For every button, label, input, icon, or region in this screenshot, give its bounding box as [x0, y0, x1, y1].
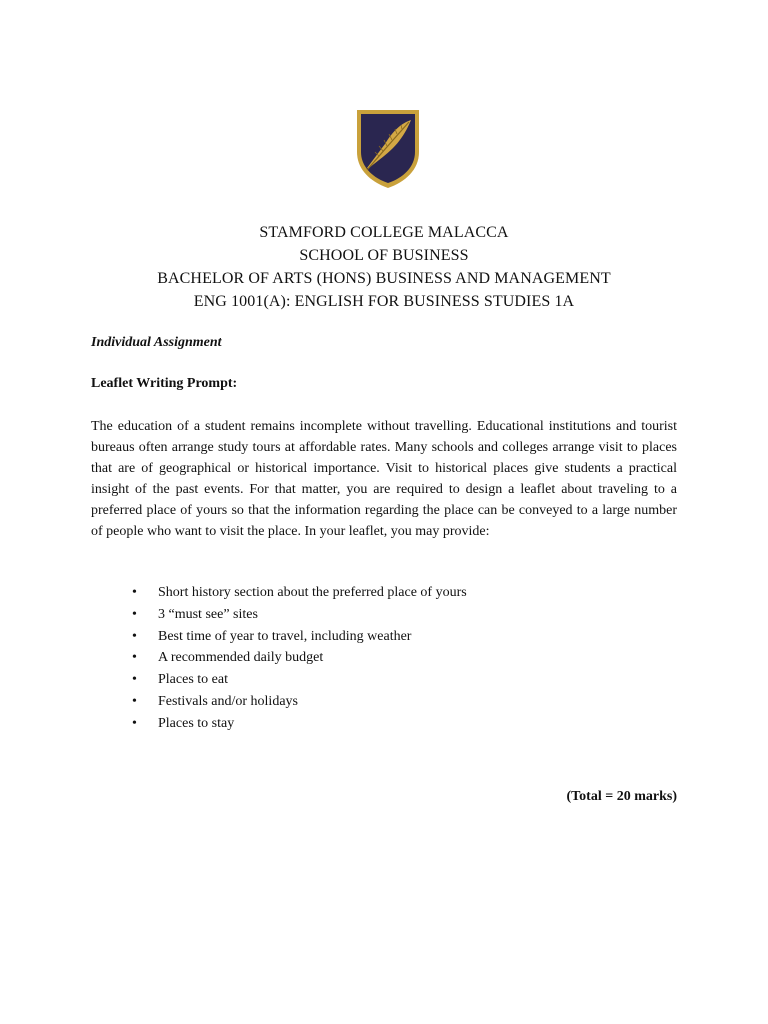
document-heading [0, 221, 768, 313]
list-item: • Places to stay [91, 713, 467, 735]
bullet-icon: • [132, 606, 137, 622]
assignment-type: Individual Assignment [91, 335, 222, 350]
list-item: • Places to eat [91, 669, 467, 691]
bullet-icon: • [132, 672, 137, 688]
list-item: • A recommended daily budget [91, 647, 467, 669]
school-name: SCHOOL OF BUSINESS [299, 247, 469, 264]
list-item: • Best time of year to travel, including weather [91, 626, 467, 648]
list-item: • Short history section about the preferred place of yours [91, 582, 467, 604]
prompt-paragraph: The education of a student remains incomplete without travelling. Educational institutions and tourist bureaus often arrange study tours at affordable rates. Many schools and colleges arrange visit to places that are of geographical or historical importance. Visit to historical places give students a practical insight of the past events. For that matter, you are required to design a leaflet about traveling to a preferred place of yours so that the information regarding the place can be conveyed to a large number of people who want to visit the place. In your leaflet, you may provide: [91, 419, 677, 539]
bullet-icon: • [132, 715, 137, 731]
list-item: • 3 “must see” sites [91, 604, 467, 626]
total-marks: (Total = 20 marks) [566, 789, 677, 804]
bullet-icon: • [132, 693, 137, 709]
quill-shield-logo [355, 108, 421, 190]
course-title: ENG 1001(A): ENGLISH FOR BUSINESS STUDIES 1A [193, 293, 575, 310]
prompt-title: Leaflet Writing Prompt: [91, 376, 238, 391]
list-item: • Festivals and/or holidays [91, 691, 467, 713]
programme-name: BACHELOR OF ARTS (HONS) BUSINESS AND MANAGEMENT [157, 270, 611, 287]
bullet-icon: • [132, 585, 137, 600]
bullet-icon: • [132, 628, 137, 644]
requirements-list [91, 582, 467, 735]
college-name: STAMFORD COLLEGE MALACCA [259, 224, 509, 241]
bullet-icon: • [132, 650, 137, 666]
